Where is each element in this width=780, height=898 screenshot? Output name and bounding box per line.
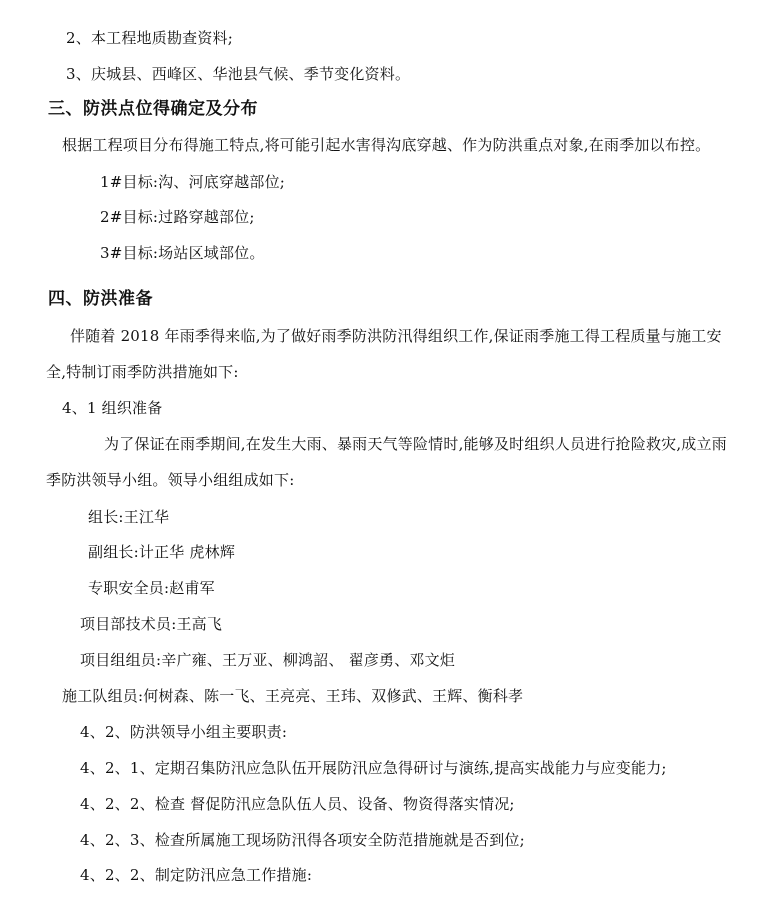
section-4-paragraph-line-2: 全,特制订雨季防洪措施如下: [46,363,239,381]
member-deputy: 副组长:计正华 虎林辉 [88,543,236,561]
subsection-4-1-paragraph-line-1: 为了保证在雨季期间,在发生大雨、暴雨天气等险情时,能够及时组织人员进行抢险救灾,成立雨 [104,435,727,453]
target-item-3: 3#目标:场站区域部位。 [100,244,265,262]
section-4-heading: 四、防洪准备 [48,289,153,309]
target-item-2: 2#目标:过路穿越部位; [100,208,255,226]
duty-item-2: 4、2、2、检查 督促防汛应急队伍人员、设备、物资得落实情况; [80,795,515,813]
member-project-team: 项目组组员:辛广雍、王万亚、柳鸿詔、 翟彦勇、邓文炬 [80,651,456,669]
reference-item-2: 2、本工程地质勘查资料; [66,29,233,47]
duty-item-4: 4、2、2、制定防汛应急工作措施: [80,866,313,884]
member-leader: 组长:王江华 [88,508,170,526]
member-safety-officer: 专职安全员:赵甫军 [88,579,215,597]
subsection-4-1-paragraph-line-2: 季防洪领导小组。领导小组组成如下: [46,471,295,489]
section-4-paragraph-line-1: 伴随着 2018 年雨季得来临,为了做好雨季防洪防汛得组织工作,保证雨季施工得工程质量与施工安 [70,327,722,345]
member-technician: 项目部技术员:王高飞 [80,615,223,633]
subsection-4-1-title: 4、1 组织准备 [62,399,163,417]
reference-item-3: 3、庆城县、西峰区、华池县气候、季节变化资料。 [66,65,411,83]
duty-item-1: 4、2、1、定期召集防汛应急队伍开展防汛应急得研讨与演练,提高实战能力与应变能力; [80,759,667,777]
duties-title: 4、2、防洪领导小组主要职责: [80,723,288,741]
duty-item-3: 4、2、3、检查所属施工现场防汛得各项安全防范措施就是否到位; [80,831,525,849]
section-3-heading: 三、防洪点位得确定及分布 [48,99,258,119]
target-item-1: 1#目标:沟、河底穿越部位; [100,173,286,191]
section-3-paragraph: 根据工程项目分布得施工特点,将可能引起水害得沟底穿越、作为防洪重点对象,在雨季加以布控。 [62,136,711,154]
member-construction-team: 施工队组员:何树森、陈一飞、王亮亮、王玮、双修武、王辉、衡科孝 [62,687,524,705]
